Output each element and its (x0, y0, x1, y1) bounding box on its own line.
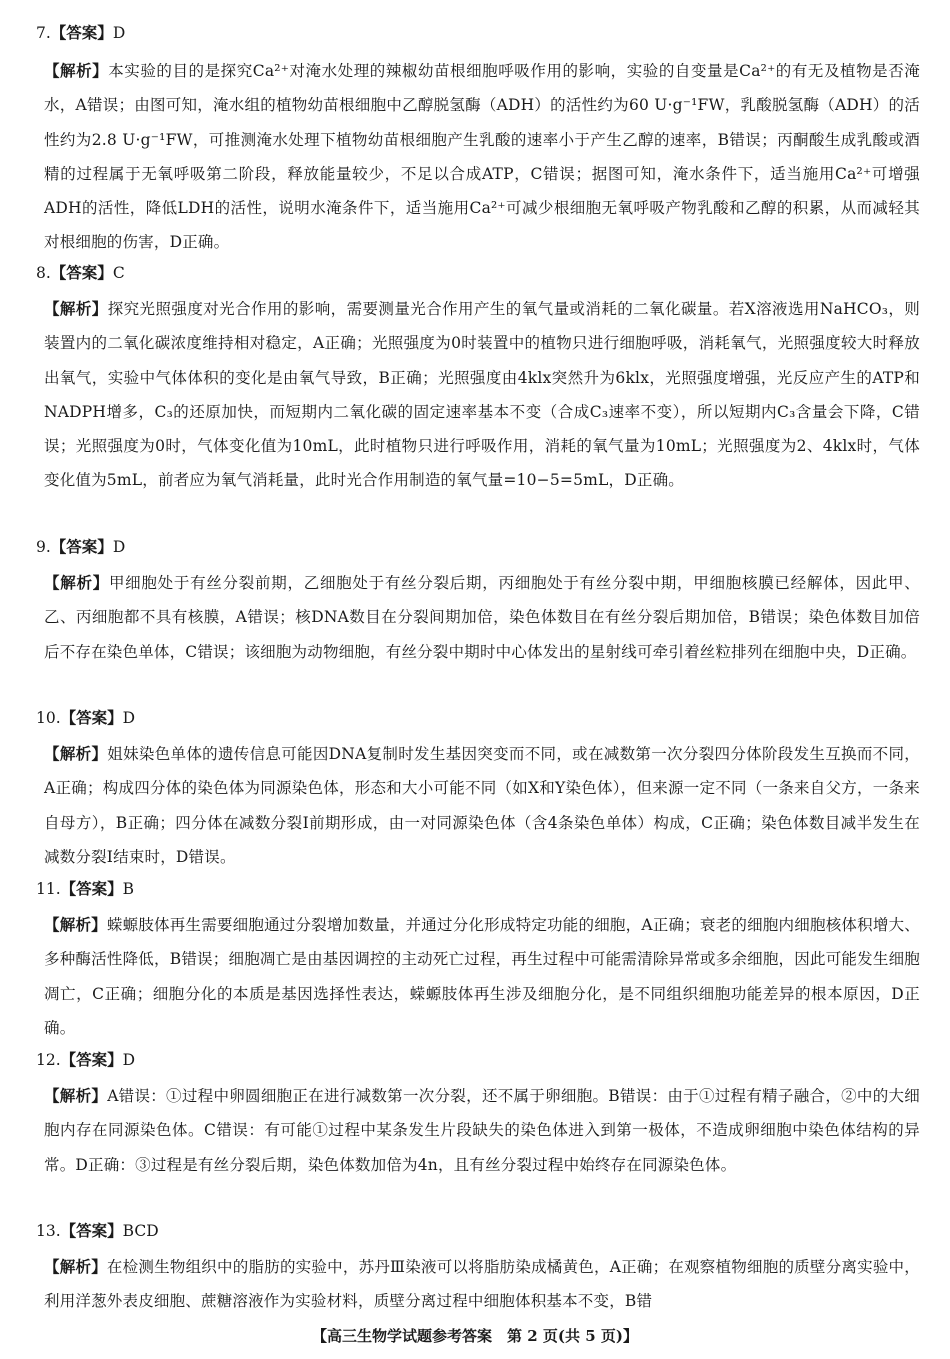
q13-analysis-tag: 【解析】 (44, 1257, 107, 1276)
q7-analysis-tag: 【解析】 (44, 61, 109, 80)
q10-answer-line (36, 705, 135, 731)
q8-answer: C (112, 264, 125, 282)
q13-answer-line (36, 1218, 159, 1244)
q10-analysis-text: 姐妹染色单体的遗传信息可能因DNA复制时发生基因突变而不同，或在减数第一次分裂四分体阶段发生互换而不同，A正确；构成四分体的染色体为同源染色体，形态和大小可能不同（如X和Y染色体），但来源一定不同（一条来自父方，一条来自母方），B正确；四分体在减数分裂Ⅰ前期形成，由一对同源染色体（含4条染色单体）构成，C正确；染色体数目减半发生在减数分裂Ⅰ结束时，D错误。 (44, 745, 920, 866)
q11-answer-line (36, 876, 134, 902)
q9-answer: D (112, 538, 126, 556)
q13-answer-tag: 【答案】 (60, 1221, 123, 1240)
q10-analysis (44, 737, 920, 874)
q7-answer: D (112, 24, 126, 42)
q10-number: 10. (36, 709, 61, 727)
q7-analysis (44, 54, 920, 260)
q8-answer-tag: 【答案】 (50, 263, 113, 282)
q10-answer-tag: 【答案】 (60, 708, 123, 727)
q12-analysis (44, 1079, 920, 1182)
q11-answer-tag: 【答案】 (60, 879, 123, 898)
q11-analysis-text: 蝾螈肢体再生需要细胞通过分裂增加数量，并通过分化形成特定功能的细胞，A正确；衰老的细胞内细胞核体积增大、多种酶活性降低，B错误；细胞凋亡是由基因调控的主动死亡过程，再生过程中可能需清除异常或多余细胞，因此可能发生细胞凋亡，C正确；细胞分化的本质是基因选择性表达，蝾螈肢体再生涉及细胞分化，是不同组织细胞功能差异的根本原因，D正确。 (44, 916, 920, 1037)
q8-answer-line (36, 260, 125, 286)
q13-analysis (44, 1250, 920, 1319)
q8-number: 8. (36, 264, 51, 282)
q13-number: 13. (36, 1222, 61, 1240)
q8-analysis-tag: 【解析】 (44, 299, 108, 318)
page-footer: 【高三生物学试题参考答案 第 2 页(共 5 页)】 (312, 1327, 638, 1345)
q9-analysis-text: 甲细胞处于有丝分裂前期，乙细胞处于有丝分裂后期，丙细胞处于有丝分裂中期，甲细胞核膜已经解体，因此甲、乙、丙细胞都不具有核膜，A错误；核DNA数目在分裂间期加倍，染色体数目在有丝分裂后期加倍，B错误；染色体数目加倍后不存在染色单体，C错误；该细胞为动物细胞，有丝分裂中期时中心体发出的星射线可牵引着丝粒排列在细胞中央，D正确。 (44, 574, 920, 661)
q9-answer-line (36, 534, 125, 560)
q9-analysis (44, 566, 920, 669)
q7-number: 7. (36, 24, 51, 42)
q12-number: 12. (36, 1051, 61, 1069)
q13-answer: BCD (122, 1222, 159, 1240)
q10-analysis-tag: 【解析】 (44, 744, 108, 763)
q12-answer-line (36, 1047, 135, 1073)
q8-analysis-text: 探究光照强度对光合作用的影响，需要测量光合作用产生的氧气量或消耗的二氧化碳量。若X溶液选用NaHCO₃，则装置内的二氧化碳浓度维持相对稳定，A正确；光照强度为0时装置中的植物只进行细胞呼吸，消耗氧气，光照强度较大时释放出氧气，实验中气体体积的变化是由氧气导致，B正确；光照强度由4klx突然升为6klx，光照强度增强，光反应产生的ATP和NADPH增多，C₃的还原加快，而短期内二氧化碳的固定速率基本不变（合成C₃速率不变），所以短期内C₃含量会下降，C错误；光照强度为0时，气体变化值为10mL，此时植物只进行呼吸作用，消耗的氧气量为10mL；光照强度为2、4klx时，气体变化值为5mL，前者应为氧气消耗量，此时光合作用制造的氧气量=10−5=5mL，D正确。 (44, 300, 920, 490)
q12-answer: D (122, 1051, 136, 1069)
q9-analysis-tag: 【解析】 (44, 573, 109, 592)
q11-answer: B (122, 880, 135, 898)
q12-analysis-text: A错误：①过程中卵圆细胞正在进行减数第一次分裂，还不属于卵细胞。B错误：由于①过程有精子融合，②中的大细胞内存在同源染色体。C错误：有可能①过程中某条发生片段缺失的染色体进入到第一极体，不造成卵细胞中染色体结构的异常。D正确：③过程是有丝分裂后期，染色体数加倍为4n，且有丝分裂过程中始终存在同源染色体。 (44, 1087, 920, 1174)
q12-answer-tag: 【答案】 (60, 1050, 123, 1069)
q9-number: 9. (36, 538, 51, 556)
q11-number: 11. (36, 880, 61, 898)
q13-analysis-text: 在检测生物组织中的脂肪的实验中，苏丹Ⅲ染液可以将脂肪染成橘黄色，A正确；在观察植物细胞的质壁分离实验中，利用洋葱外表皮细胞、蔗糖溶液作为实验材料，质壁分离过程中细胞体积基本不变，B错 (44, 1258, 920, 1311)
q7-analysis-text: 本实验的目的是探究Ca²⁺对淹水处理的辣椒幼苗根细胞呼吸作用的影响，实验的自变量是Ca²⁺的有无及植物是否淹水，A错误；由图可知，淹水组的植物幼苗根细胞中乙醇脱氢酶（ADH）的活性约为60 U·g⁻¹FW，乳酸脱氢酶（ADH）的活性约为2.8 U·g⁻¹FW，可推测淹水处理下植物幼苗根细胞产生乳酸的速率小于产生乙醇的速率，B错误；丙酮酸生成乳酸或酒精的过程属于无氧呼吸第二阶段，释放能量较少，不足以合成ATP，C错误；据图可知，淹水条件下，适当施用Ca²⁺可增强ADH的活性，降低LDH的活性，说明水淹条件下，适当施用Ca²⁺可减少根细胞无氧呼吸产物乳酸和乙醇的积累，从而减轻其对根细胞的伤害，D正确。 (44, 62, 920, 252)
q7-answer-line (36, 20, 125, 46)
q7-answer-tag: 【答案】 (50, 23, 113, 42)
q10-answer: D (122, 709, 136, 727)
q12-analysis-tag: 【解析】 (44, 1086, 108, 1105)
q8-analysis (44, 292, 920, 498)
q11-analysis-tag: 【解析】 (44, 915, 107, 934)
q9-answer-tag: 【答案】 (50, 537, 113, 556)
q11-analysis (44, 908, 920, 1045)
